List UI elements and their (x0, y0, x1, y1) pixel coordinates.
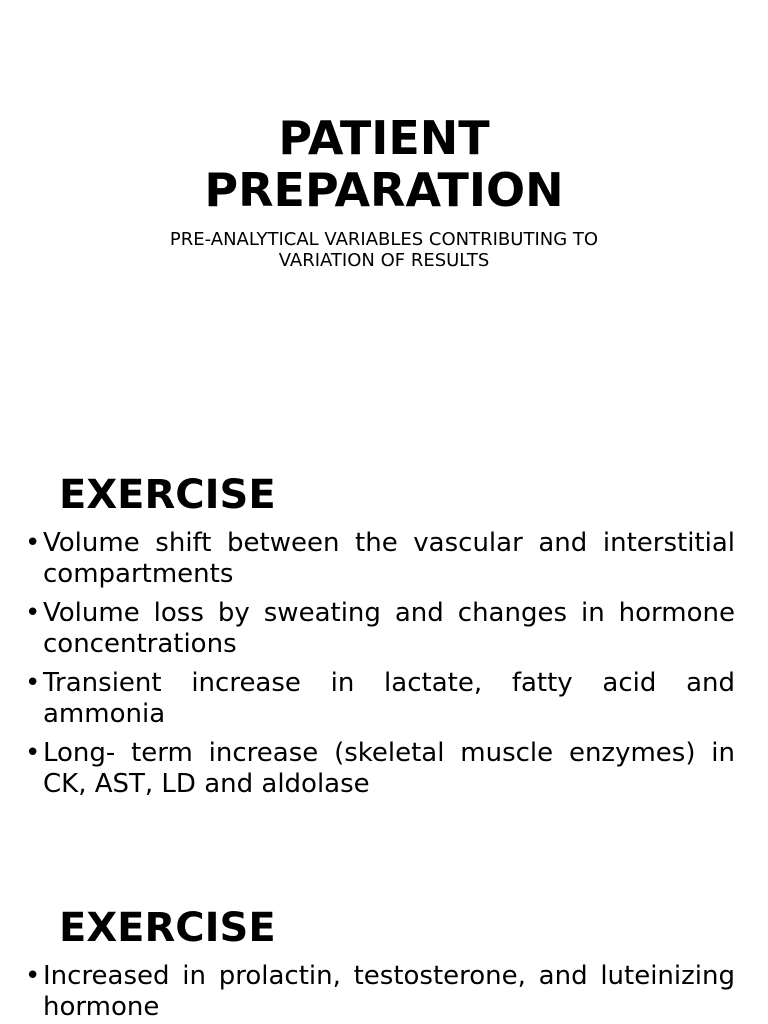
exercise-heading-1: EXERCISE (59, 472, 276, 518)
page-title (0, 112, 768, 216)
list-item: • Increased in prolactin, testosterone, and luteinizing hormone (25, 961, 735, 1023)
page-subtitle (0, 229, 768, 271)
list-item: • Volume loss by sweating and changes in hormone concentrations (25, 598, 735, 660)
list-item: • Long- term increase (skeletal muscle enzymes) in CK, AST, LD and aldolase (25, 738, 735, 800)
title-line-1: PATIENT (278, 111, 490, 165)
list-item: • Transient increase in lactate, fatty acid and ammonia (25, 668, 735, 730)
title-line-2: PREPARATION (204, 163, 564, 217)
exercise-bullet-list-2 (25, 961, 735, 1024)
list-item: • Volume shift between the vascular and interstitial compartments (25, 528, 735, 590)
exercise-heading-2: EXERCISE (59, 905, 276, 951)
exercise-bullet-list-1 (25, 528, 735, 808)
subtitle-line-1: PRE-ANALYTICAL VARIABLES CONTRIBUTING TO (169, 229, 599, 250)
subtitle-line-2: VARIATION OF RESULTS (278, 250, 490, 271)
